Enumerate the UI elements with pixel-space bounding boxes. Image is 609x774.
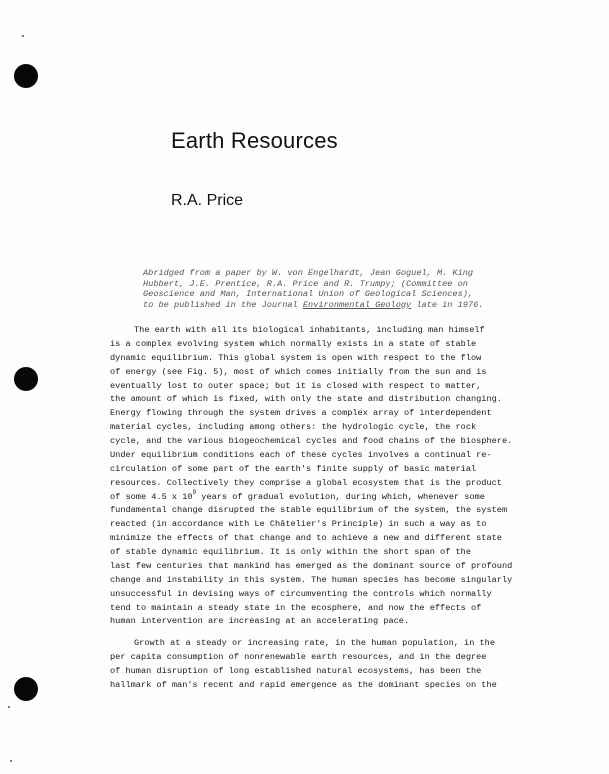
text-line: Growth at a steady or increasing rate, in the human population, in the [134, 638, 495, 648]
text-line: cycle, and the various biogeochemical cycles and food chains of the biosphere. [110, 436, 513, 446]
abridged-line: Hubbert, J.E. Prentice, R.A. Price and R. Trumpy; (Committee on [143, 278, 468, 289]
exponent: 9 [192, 488, 197, 496]
text-line [110, 488, 570, 505]
text-line: human intervention are increasing at an accelerating pace. [110, 616, 410, 627]
page-title: Earth Resources [171, 128, 338, 153]
journal-name: Environmental Geology [302, 299, 412, 310]
text-line: of stable dynamic equilibrium. It is only within the short span of the [110, 547, 471, 557]
speck [8, 706, 10, 708]
paragraph-1 [110, 324, 570, 629]
text-line: last few centuries that mankind has emerged as the dominant source of profound [110, 560, 513, 571]
text-line: minimize the effects of that change and to achieve a new and different state [110, 533, 502, 544]
paragraph-2 [110, 637, 570, 693]
text-line: dynamic equilibrium. This global system is open with respect to the flow [110, 352, 482, 363]
abridged-line [143, 300, 563, 311]
text-line: Energy flowing through the system drives a complex array of interdependent [110, 408, 492, 419]
text-line: per capita consumption of nonrenewable earth resources, and in the degree [110, 651, 487, 662]
text-line: the amount of which is fixed, with only the state and distribution changing. [110, 394, 502, 405]
text-line: Under equilibrium conditions each of these cycles involves a continual re- [110, 449, 492, 460]
text-fragment: of some 4.5 x 10 [110, 491, 193, 502]
speck [22, 35, 24, 37]
speck [10, 760, 12, 762]
text-line: material cycles, including among others: the hydrologic cycle, the rock [110, 422, 477, 433]
text-line: unsuccessful in devising ways of circumventing the controls which normally [110, 588, 492, 599]
text-line: tend to maintain a steady state in the ecosphere, and now the effects of [110, 602, 482, 613]
abridged-line: Abridged from a paper by W. von Engelhardt, Jean Goguel, M. King [143, 268, 474, 278]
abridged-text: to be published in the Journal [143, 299, 303, 310]
abridged-line: Geoscience and Man, International Union of Geological Sciences), [143, 289, 474, 300]
text-line: is a complex evolving system which normally exists in a state of stable [110, 338, 477, 349]
text-line: circulation of some part of the earth's finite supply of basic material [110, 463, 477, 474]
abridged-text: late in 1976. [411, 299, 484, 310]
text-line: reacted (in accordance with Le Châtelier's Principle) in such a way as to [110, 519, 487, 530]
text-line: hallmark of man's recent and rapid emergence as the dominant species on the [110, 679, 497, 690]
text-fragment: years of gradual evolution, during which, whenever some [196, 491, 485, 502]
text-line: eventually lost to outer space; but it is closed with respect to matter, [110, 380, 482, 391]
punch-hole [14, 367, 38, 391]
punch-hole [14, 677, 38, 701]
punch-hole [14, 64, 38, 88]
abridged-note [143, 268, 563, 310]
text-line: resources. Collectively they comprise a global ecosystem that is the product [110, 477, 502, 488]
author-name: R.A. Price [171, 192, 244, 209]
text-line: fundamental change disrupted the stable equilibrium of the system, the system [110, 505, 508, 516]
text-line: The earth with all its biological inhabitants, including man himself [134, 325, 485, 335]
text-line: of human disruption of long established natural ecosystems, has been the [110, 665, 482, 676]
text-line: change and instability in this system. The human species has become singularly [110, 574, 513, 585]
text-line: of energy (see Fig. 5), most of which comes initially from the sun and is [110, 366, 487, 377]
